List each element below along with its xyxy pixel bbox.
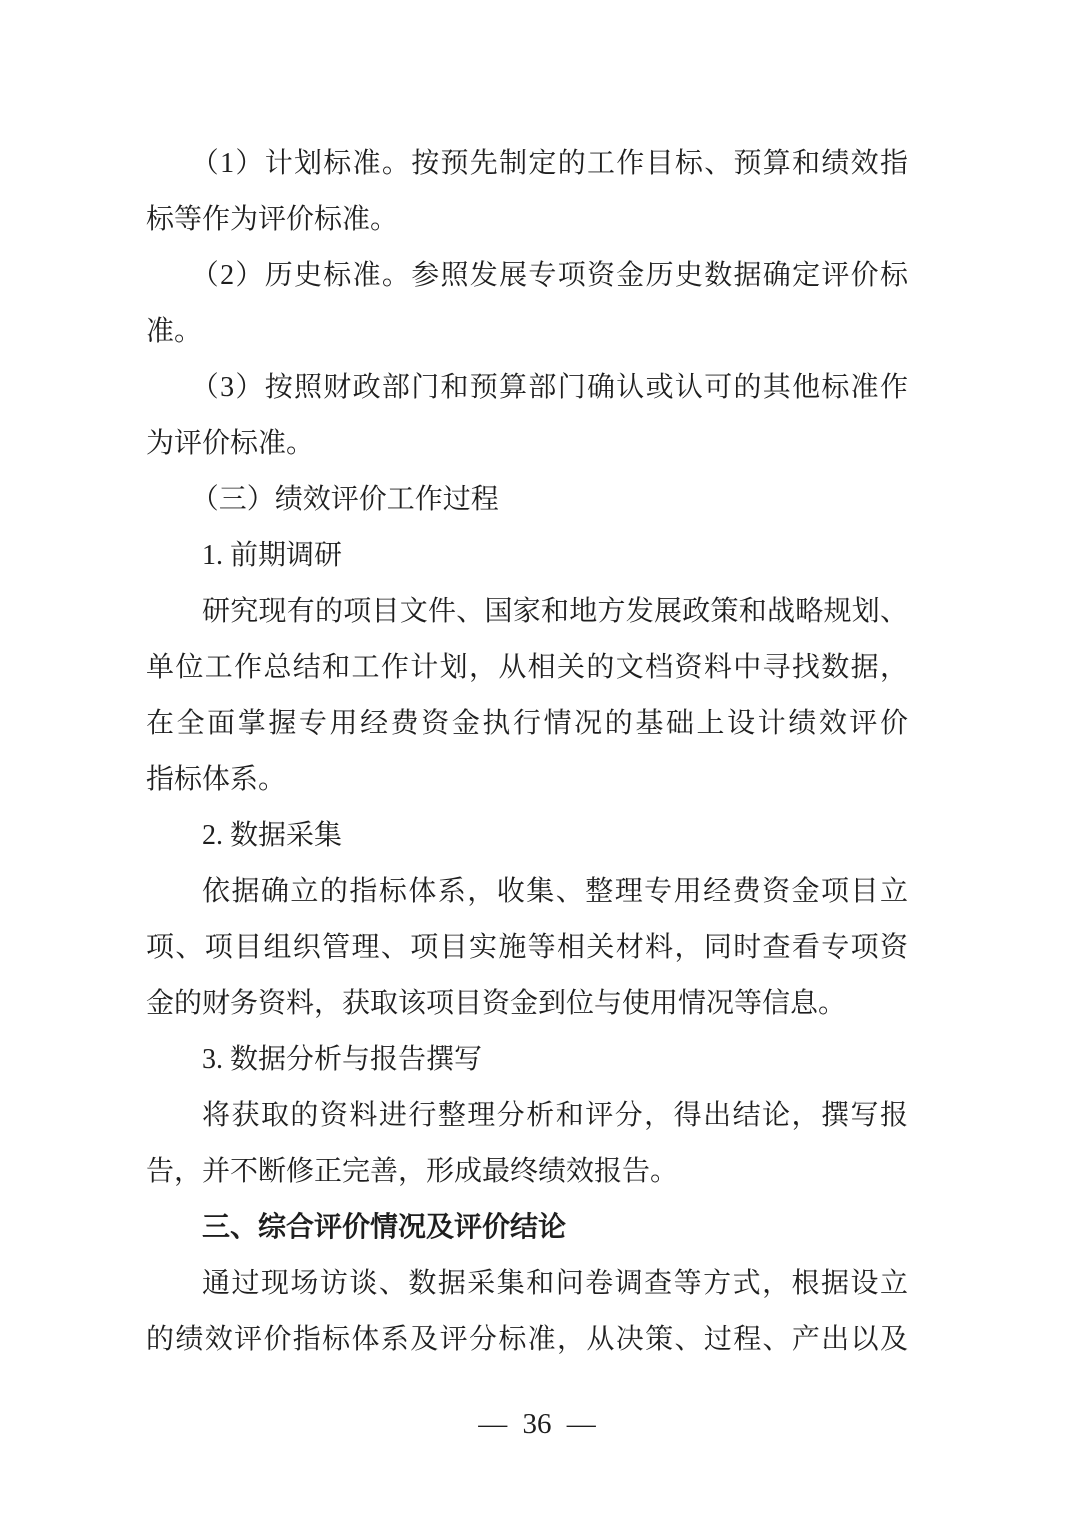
step-heading xyxy=(146,528,908,584)
page-footer xyxy=(0,1404,1074,1444)
text-line: 通过现场访谈、数据采集和问卷调查等方式，根据设立 xyxy=(202,1268,908,1299)
body-paragraph xyxy=(146,1088,908,1200)
heading-line: 2. 数据采集 xyxy=(202,820,343,851)
subsection-heading xyxy=(146,472,908,528)
text-line: 标等作为评价标准。 xyxy=(146,204,399,235)
text-line: 为评价标准。 xyxy=(146,428,315,459)
numbered-item xyxy=(146,360,908,472)
document-body xyxy=(146,136,908,1368)
page-number: — 36 — xyxy=(478,1408,596,1440)
text-line: 指标体系。 xyxy=(146,764,287,795)
step-heading xyxy=(146,808,908,864)
text-line: 在全面掌握专用经费资金执行情况的基础上设计绩效评价 xyxy=(146,708,908,739)
numbered-item xyxy=(146,136,908,248)
step-heading xyxy=(146,1032,908,1088)
text-line: 的绩效评价指标体系及评分标准，从决策、过程、产出以及 xyxy=(146,1324,908,1355)
numbered-item xyxy=(146,248,908,360)
heading-line: （三）绩效评价工作过程 xyxy=(190,484,499,515)
body-paragraph xyxy=(146,864,908,1032)
body-paragraph xyxy=(146,584,908,808)
text-line: 告，并不断修正完善，形成最终绩效报告。 xyxy=(146,1156,679,1187)
text-line: （1）计划标准。按预先制定的工作目标、预算和绩效指 xyxy=(190,148,908,179)
text-line: 准。 xyxy=(146,316,203,347)
chapter-heading xyxy=(146,1200,908,1256)
heading-line: 3. 数据分析与报告撰写 xyxy=(202,1044,483,1075)
text-line: （3）按照财政部门和预算部门确认或认可的其他标准作 xyxy=(190,372,908,403)
text-line: 金的财务资料，获取该项目资金到位与使用情况等信息。 xyxy=(146,988,847,1019)
text-line: （2）历史标准。参照发展专项资金历史数据确定评价标 xyxy=(190,260,908,291)
text-line: 研究现有的项目文件、国家和地方发展政策和战略规划、 xyxy=(202,596,908,627)
heading-line: 三、综合评价情况及评价结论 xyxy=(202,1212,567,1243)
heading-line: 1. 前期调研 xyxy=(202,540,343,571)
text-line: 单位工作总结和工作计划，从相关的文档资料中寻找数据， xyxy=(146,652,908,683)
text-line: 将获取的资料进行整理分析和评分，得出结论，撰写报 xyxy=(202,1100,908,1131)
body-paragraph xyxy=(146,1256,908,1368)
text-line: 项、项目组织管理、项目实施等相关材料，同时查看专项资 xyxy=(146,932,908,963)
text-line: 依据确立的指标体系，收集、整理专用经费资金项目立 xyxy=(202,876,908,907)
